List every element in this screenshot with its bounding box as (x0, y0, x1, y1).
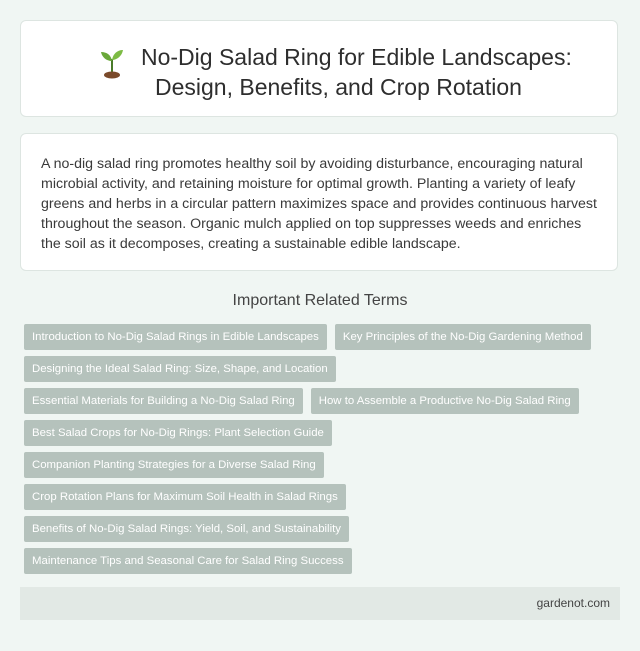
tag-row (24, 324, 624, 350)
tag-row (24, 484, 624, 510)
related-term-tag[interactable]: Benefits of No-Dig Salad Rings: Yield, Soil, and Sustainability (24, 516, 349, 542)
title-line-2: Design, Benefits, and Crop Rotation (155, 74, 522, 100)
related-term-tag[interactable]: Designing the Ideal Salad Ring: Size, Shape, and Location (24, 356, 336, 382)
description-card (20, 133, 618, 271)
related-term-tag[interactable]: Best Salad Crops for No-Dig Rings: Plant Selection Guide (24, 420, 332, 446)
tag-row (24, 452, 624, 478)
related-term-tag[interactable]: Crop Rotation Plans for Maximum Soil Health in Salad Rings (24, 484, 346, 510)
related-terms-heading: Important Related Terms (232, 292, 408, 309)
tag-row (24, 548, 624, 574)
related-term-tag[interactable]: Introduction to No-Dig Salad Rings in Edible Landscapes (24, 324, 327, 350)
related-term-tag[interactable]: Essential Materials for Building a No-Dig Salad Ring (24, 388, 303, 414)
related-term-tag[interactable]: How to Assemble a Productive No-Dig Salad Ring (311, 388, 579, 414)
related-terms-list (24, 324, 624, 580)
footer-site-link[interactable]: gardenot.com (536, 596, 610, 610)
page-title (141, 42, 611, 102)
description-text: A no-dig salad ring promotes healthy soil by avoiding disturbance, encouraging natural microbial activity, and retaining moisture for optimal growth. Planting a variety of leafy greens and herbs in a circular pattern maximizes space and provides continuous harvest throughout the season. Organic mulch applied on top suppresses weeds and enriches the soil as it decomposes, creating a sustainable edible landscape. (41, 156, 597, 252)
footer (20, 587, 620, 620)
related-term-tag[interactable]: Maintenance Tips and Seasonal Care for Salad Ring Success (24, 548, 352, 574)
header-card (20, 20, 618, 117)
tag-row (24, 388, 624, 414)
related-term-tag[interactable]: Key Principles of the No-Dig Gardening Method (335, 324, 591, 350)
title-line-1: No-Dig Salad Ring for Edible Landscapes: (141, 44, 572, 70)
tag-row (24, 420, 624, 446)
tag-row (24, 516, 624, 542)
seedling-icon (97, 45, 127, 79)
related-term-tag[interactable]: Companion Planting Strategies for a Diverse Salad Ring (24, 452, 324, 478)
tag-row (24, 356, 624, 382)
